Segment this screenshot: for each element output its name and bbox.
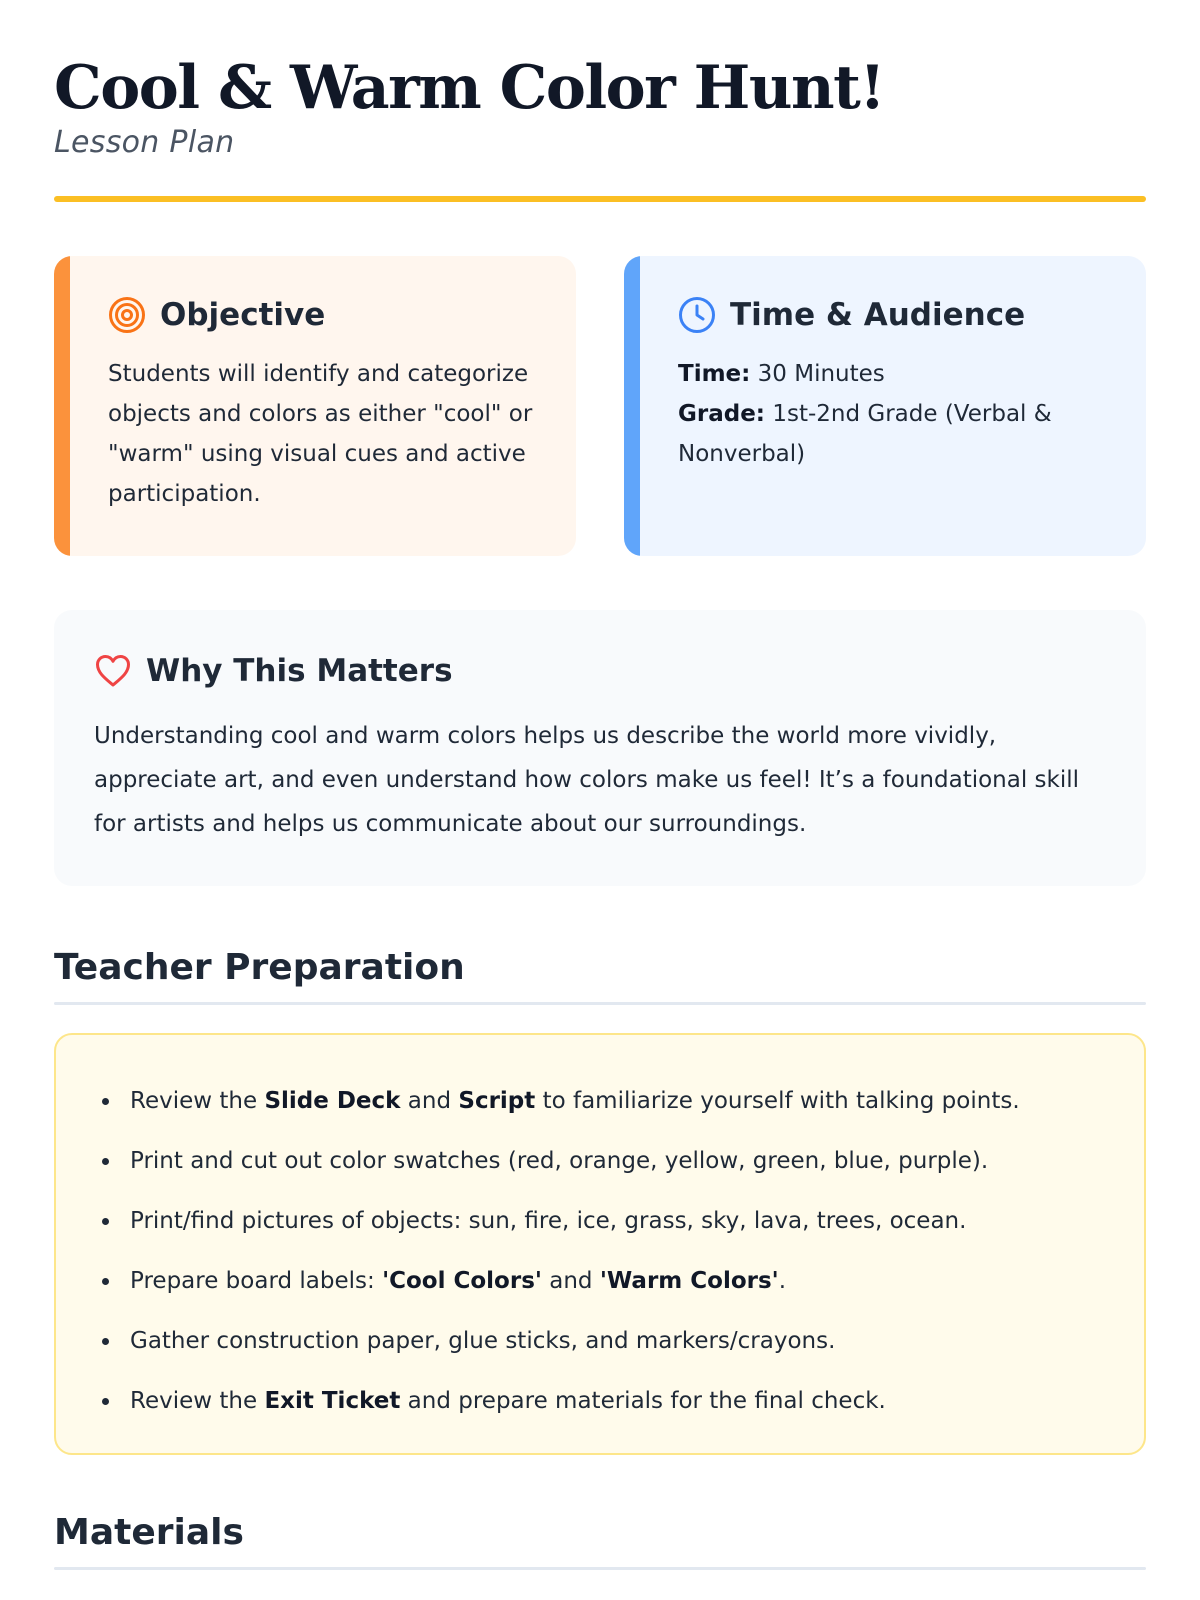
time-audience-card	[624, 256, 1146, 556]
page-subtitle: Lesson Plan	[54, 125, 235, 160]
list-item	[96, 1311, 1104, 1371]
objective-card	[54, 256, 576, 556]
item-text: and prepare materials for the final check.	[400, 1388, 886, 1414]
bullet-icon	[102, 1098, 109, 1105]
item-bold: Slide Deck	[264, 1088, 401, 1114]
item-bold: Script	[458, 1088, 536, 1114]
item-text: Prepare board labels:	[130, 1268, 383, 1294]
time-value: 30 Minutes	[750, 361, 885, 387]
time-label: Time:	[678, 361, 751, 387]
grade-value: 1st-2nd Grade (Verbal & Nonverbal)	[678, 401, 1052, 467]
time-audience-heading: Time & Audience	[730, 297, 1026, 333]
bullet-icon	[102, 1278, 109, 1285]
list-item	[96, 1131, 1104, 1191]
why-this-matters-section	[54, 610, 1146, 886]
list-item	[96, 1371, 1104, 1431]
page-title: Cool & Warm Color Hunt!	[54, 53, 885, 123]
why-text: Understanding cool and warm colors helps us describe the world more vividly, appreciate art, and even understand how colors make us feel! It’s a foundational skill for artists and helps us communicate about our surroundings.	[94, 723, 1080, 837]
target-icon	[108, 296, 146, 334]
item-text: Review the	[130, 1088, 265, 1114]
list-item	[96, 1071, 1104, 1131]
time-row	[678, 354, 1110, 394]
teacher-prep-list	[96, 1071, 1104, 1431]
item-text: Print and cut out color swatches (red, orange, yellow, green, blue, purple).	[130, 1148, 989, 1174]
objective-heading: Objective	[160, 297, 326, 333]
teacher-prep-heading: Teacher Preparation	[54, 947, 465, 988]
item-text: and	[400, 1088, 459, 1114]
item-text: Print/find pictures of objects: sun, fire, ice, grass, sky, lava, trees, ocean.	[130, 1208, 967, 1234]
item-bold: Exit Ticket	[264, 1388, 401, 1414]
time-audience-details	[678, 354, 1110, 474]
heart-icon	[94, 652, 132, 690]
time-audience-header	[678, 294, 1110, 336]
list-item	[96, 1251, 1104, 1311]
item-text: to familiarize yourself with talking points.	[535, 1088, 1020, 1114]
objective-accent-bar	[54, 256, 70, 556]
item-text: and	[541, 1268, 600, 1294]
bullet-icon	[102, 1218, 109, 1225]
title-divider	[54, 196, 1146, 202]
objective-text: Students will identify and categorize objects and colors as either "cool" or "warm" using visual cues and active participation.	[108, 361, 533, 507]
clock-icon	[678, 296, 716, 334]
materials-divider	[54, 1567, 1146, 1570]
bullet-icon	[102, 1338, 109, 1345]
why-header	[94, 650, 1106, 692]
why-heading: Why This Matters	[146, 653, 453, 689]
list-item	[96, 1191, 1104, 1251]
time-accent-bar	[624, 256, 640, 556]
bullet-icon	[102, 1398, 109, 1405]
teacher-prep-box	[54, 1033, 1146, 1455]
item-bold: 'Warm Colors'	[599, 1268, 779, 1294]
info-cards	[54, 256, 1146, 556]
bullet-icon	[102, 1158, 109, 1165]
item-text: Gather construction paper, glue sticks, and markers/crayons.	[130, 1328, 836, 1354]
item-text: Review the	[130, 1388, 265, 1414]
grade-row	[678, 394, 1110, 474]
item-bold: 'Cool Colors'	[382, 1268, 542, 1294]
grade-label: Grade:	[678, 401, 766, 427]
objective-header	[108, 294, 540, 336]
materials-heading: Materials	[54, 1512, 244, 1553]
item-text: .	[778, 1268, 787, 1294]
teacher-prep-divider	[54, 1002, 1146, 1005]
